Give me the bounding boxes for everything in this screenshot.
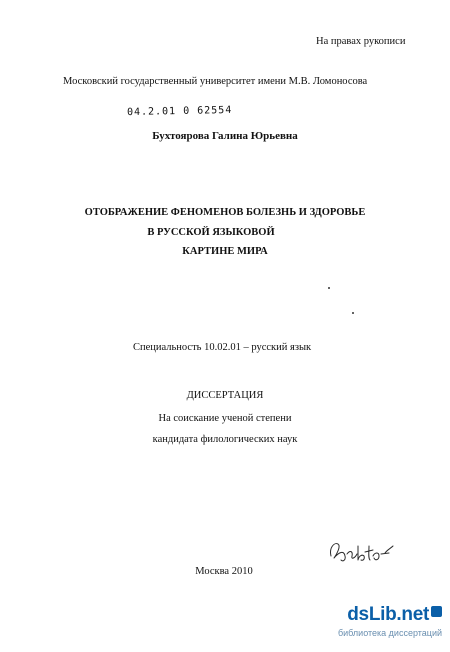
rights-notice: На правах рукописи [316,36,406,47]
author-name: Бухтоярова Галина Юрьевна [152,130,298,142]
specialty: Специальность 10.02.01 – русский язык [133,342,312,353]
watermark-badge-icon [431,606,442,617]
document-type: ДИССЕРТАЦИЯ [186,390,264,401]
handwritten-signature [325,534,395,568]
degree-line-1: На соискание ученой степени [158,413,292,424]
city-year: Москва 2010 [195,566,253,577]
watermark-brand: dsLib.net [347,604,429,625]
scan-speck [352,312,354,314]
watermark-subtitle: библиотека диссертаций [337,628,442,638]
degree-line-2: кандидата филологических наук [152,434,298,445]
title-line-3: КАРТИНЕ МИРА [182,246,268,257]
registration-stamp: 04.2.01 0 62554 [126,104,233,119]
university-name: Московский государственный университет имени М.В. Ломоносова [63,76,368,87]
watermark-row [347,604,442,626]
watermark [314,604,442,646]
title-line-2: В РУССКОЙ ЯЗЫКОВОЙ [147,227,275,238]
scan-speck [328,287,330,289]
title-line-1: ОТОБРАЖЕНИЕ ФЕНОМЕНОВ БОЛЕЗНЬ И ЗДОРОВЬЕ [84,207,366,218]
